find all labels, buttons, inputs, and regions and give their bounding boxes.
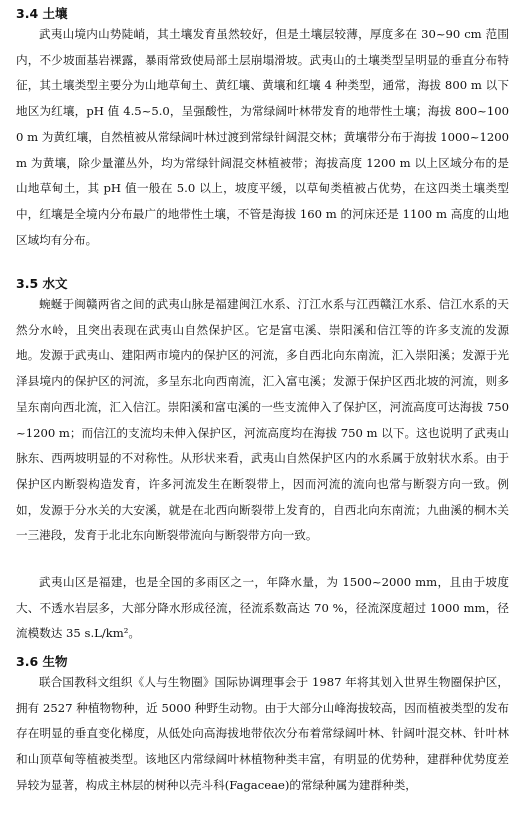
hydrology-paragraph-1: 蜿蜒于闽赣两省之间的武夷山脉是福建闽江水系、汀江水系与江西赣江水系、信江水系的天然分水岭，且突出表现在武夷山自然保护区。它是富屯溪、崇阳溪和信江等的许多支流的发源地。发源于武夷山、建阳两市境内的保护区的河流，多自西北向东南流，汇入崇阳溪；发源于光泽县境内的保护区的河流，多呈东北向西南流，汇入富屯溪；发源于保护区西北坡的河流，则多呈东南向西北流，汇入信江。崇阳溪和富屯溪的一些支流伸入了保护区，河流高度可达海拔 750~1200 m；而信江的支流均未伸入保护区，河流高度均在海拔 750 m 以下。这也说明了武夷山脉东、西两坡明显的不对称性。从形状来看，武夷山自然保护区内的水系属于放射状水系。由于保护区内断裂构造发育，许多河流发生在断裂带上，因而河流的流向也常与断裂方向一致。例如，发源于分水关的大安溪，就是在北西向断裂带上发育的，自西北向东南流；九曲溪的桐木关一三港段，发育于北北东向断裂带流向与断裂带方向一致。 [16, 297, 509, 543]
section-heading-biology: 3.6 生物 [16, 654, 68, 669]
soil-paragraph: 武夷山境内山势陡峭，其土壤发育虽然较好，但是土壤层较薄，厚度多在 30~90 cm 范围内，不少坡面基岩裸露，暴雨常致使局部土层崩塌滑坡。武夷山的土壤类型呈明显的垂直分布特征，其土壤类型主要分为山地草甸土、黄红壤、黄壤和红壤 4 种类型，通常，海拔 800 m 以下地区为红壤，pH 值 4.5~5.0，呈强酸性，为常绿阔叶林带发育的地带性土壤；海拔 800~1000 m 为黄红壤，自然植被从常绿阔叶林过渡到常绿针阔混交林；黄壤带分布于海拔 1000~1200 m 为黄壤，除少量灌丛外，均为常绿针阔混交林植被带；海拔高度 1200 m 以上区域分布的是山地草甸土，其 pH 值一般在 5.0 以上，坡度平缓，以草甸类植被占优势，在这四类土壤类型中，红壤是全境内分布最广的地带性土壤，不管是海拔 160 m 的河床还是 1100 m 高度的山地区域均有分布。 [16, 27, 509, 247]
section-heading-soil: 3.4 土壤 [16, 6, 68, 21]
hydrology-paragraph-2: 武夷山区是福建，也是全国的多雨区之一，年降水量，为 1500~2000 mm，且由于坡度大、不透水岩层多，大部分降水形成径流，径流系数高达 70 %，径流深度超过 1000 mm，径流模数达 35 s.L/km²。 [16, 575, 509, 641]
biology-paragraph: 联合国教科文组织《人与生物圈》国际协调理事会于 1987 年将其划入世界生物圈保护区，拥有 2527 种植物物种，近 5000 种野生动物。由于大部分山峰海拔较高，因而植被类型的发布存在明显的垂直变化梯度，从低处向高海拔地带依次分布着常绿阔叶林、针阔叶混交林、针叶林和山顶草甸等植被类型。该地区内常绿阔叶林植物种类丰富，有明显的优势种，建群种优势度差异较为显著，构成主林层的树种以壳斗科(Fagaceae)的常绿种属为建群种类， [16, 675, 509, 792]
section-heading-hydrology: 3.5 水文 [16, 276, 68, 291]
